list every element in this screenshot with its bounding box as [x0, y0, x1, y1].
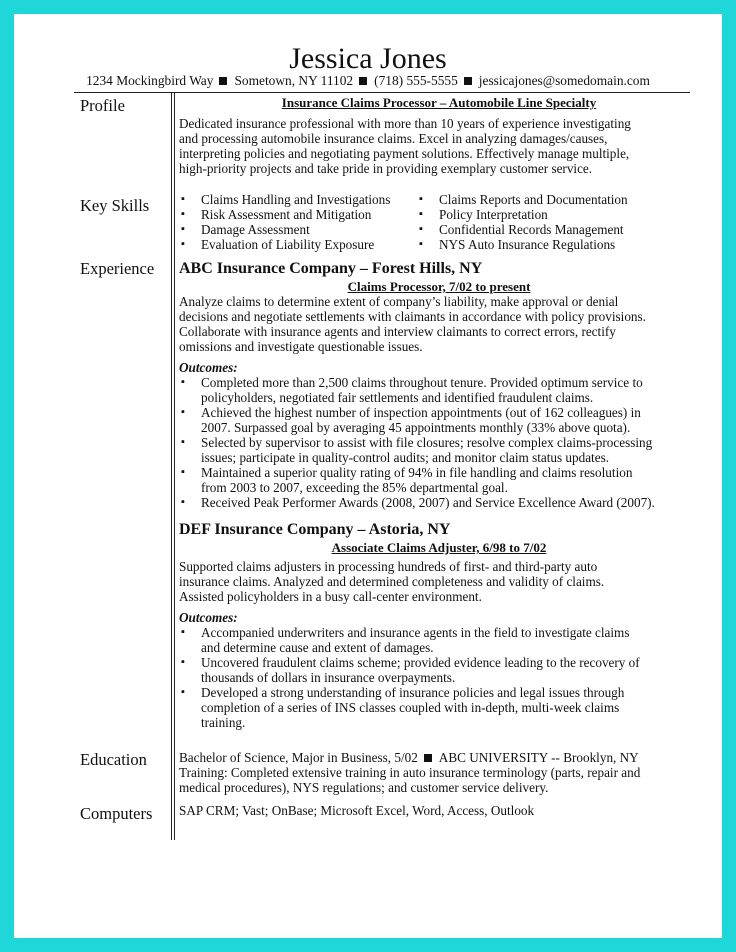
- skill-item: ▪ Claims Handling and Investigations: [179, 192, 417, 207]
- skills-column-left: [179, 192, 417, 252]
- school: ABC UNIVERSITY -- Brooklyn, NY: [438, 750, 639, 765]
- skill-item: ▪ Risk Assessment and Mitigation: [179, 207, 417, 222]
- outcome-item: ▪ Accompanied underwriters and insurance agents in the field to investigate claims and determine cause and extent of damages.: [179, 625, 699, 655]
- profile-text: [179, 116, 699, 176]
- profile-block: [179, 95, 699, 176]
- summary-line: decisions and negotiate settlements with claimants in accordance with policy provisions.: [179, 309, 646, 324]
- skills-list: [179, 192, 699, 252]
- skill-item: ▪ Damage Assessment: [179, 222, 417, 237]
- outcome-item: ▪ Selected by supervisor to assist with file closures; resolve complex claims-processing issues; participate in quality-control audits; and monitor claim status updates.: [179, 435, 699, 465]
- city: Sometown, NY 11102: [234, 73, 354, 88]
- summary-line: Collaborate with insurance agents and interview claimants to correct errors, rectify: [179, 324, 616, 339]
- job-title: Claims Processor, 7/02 to present: [347, 279, 531, 294]
- profile-line: interpreting policies and negotiating payment solutions. Effectively manage multiple,: [179, 146, 630, 161]
- degree: Bachelor of Science, Major in Business, 5/02: [179, 750, 418, 765]
- summary-line: Analyze claims to determine extent of company’s liability, make approval or denial: [179, 294, 619, 309]
- profile-line: and processing automobile insurance claims. Excel in analyzing damages/causes,: [179, 131, 608, 146]
- outcome-item: ▪ Maintained a superior quality rating of 94% in file handling and claims resolution from 2003 to 2007, exceeding the 85% departmental goal.: [179, 465, 699, 495]
- skill-item: ▪ NYS Auto Insurance Regulations: [417, 237, 628, 252]
- section-education: Education: [80, 750, 147, 769]
- summary-line: Supported claims adjusters in processing hundreds of first- and third-party auto: [179, 559, 598, 574]
- phone: (718) 555-5555: [374, 73, 458, 88]
- job-abc: [179, 259, 699, 510]
- company-name: DEF Insurance Company – Astoria, NY: [179, 521, 451, 538]
- square-bullet-icon: [219, 77, 227, 85]
- applicant-name: Jessica Jones: [289, 42, 447, 75]
- profile-line: high-priority projects and take pride in providing exemplary customer service.: [179, 161, 593, 176]
- job-summary: [179, 294, 699, 354]
- profile-headline: Insurance Claims Processor – Automobile Line Specialty: [281, 95, 597, 110]
- outcome-item: ▪ Achieved the highest number of inspection appointments (out of 162 colleagues) in 2007. Surpassed goal by averaging 45 appointments monthly (33% above quota).: [179, 405, 699, 435]
- computers-text: SAP CRM; Vast; OnBase; Microsoft Excel, Word, Access, Outlook: [179, 803, 535, 818]
- skill-item: ▪ Policy Interpretation: [417, 207, 628, 222]
- outcome-item: ▪ Uncovered fraudulent claims scheme; provided evidence leading to the recovery of thousands of dollars in insurance overpayments.: [179, 655, 699, 685]
- skill-item: ▪ Confidential Records Management: [417, 222, 628, 237]
- section-profile: Profile: [80, 96, 125, 115]
- section-key-skills: Key Skills: [80, 196, 150, 215]
- summary-line: insurance claims. Analyzed and determined completeness and validity of claims.: [179, 574, 605, 589]
- square-bullet-icon: [424, 754, 432, 762]
- contact-line: [14, 72, 722, 90]
- outcome-item: ▪ Developed a strong understanding of insurance policies and legal issues through completion of a series of INS classes coupled with in-depth, multi-week claims training.: [179, 685, 699, 730]
- skill-item: ▪ Claims Reports and Documentation: [417, 192, 628, 207]
- job-title: Associate Claims Adjuster, 6/98 to 7/02: [331, 540, 547, 555]
- resume-page: [14, 14, 722, 938]
- section-computers: Computers: [80, 804, 153, 823]
- profile-line: Dedicated insurance professional with more than 10 years of experience investigating: [179, 116, 631, 131]
- education-block: [179, 750, 699, 795]
- outcomes-label: Outcomes:: [179, 610, 238, 625]
- column-divider: [171, 92, 175, 840]
- outcome-item: ▪ Completed more than 2,500 claims throughout tenure. Provided optimum service to policyholders, negotiated fair settlements and identified fraudulent claims.: [179, 375, 699, 405]
- education-degree-line: [179, 750, 699, 765]
- email: jessicajones@somedomain.com: [478, 73, 650, 88]
- outcome-item: ▪ Received Peak Performer Awards (2008, 2007) and Service Excellence Award (2007).: [179, 495, 699, 510]
- address: 1234 Mockingbird Way: [86, 73, 214, 88]
- square-bullet-icon: [464, 77, 472, 85]
- summary-line: Assisted policyholders in a busy call-center environment.: [179, 589, 482, 604]
- outcomes-label: Outcomes:: [179, 360, 238, 375]
- section-experience: Experience: [80, 259, 155, 278]
- outcomes-list: [179, 625, 699, 730]
- square-bullet-icon: [359, 77, 367, 85]
- job-def: [179, 520, 699, 730]
- outcomes-list: [179, 375, 699, 510]
- training-line: Training: Completed extensive training in auto insurance terminology (parts, repair and: [179, 765, 641, 780]
- company-name: ABC Insurance Company – Forest Hills, NY: [179, 260, 483, 277]
- summary-line: omissions and investigate questionable issues.: [179, 339, 423, 354]
- header-rule: [74, 92, 690, 93]
- skills-column-right: [417, 192, 628, 252]
- job-summary: [179, 559, 699, 604]
- training-line: medical procedures), NYS regulations; and customer service delivery.: [179, 780, 549, 795]
- skill-item: ▪ Evaluation of Liability Exposure: [179, 237, 417, 252]
